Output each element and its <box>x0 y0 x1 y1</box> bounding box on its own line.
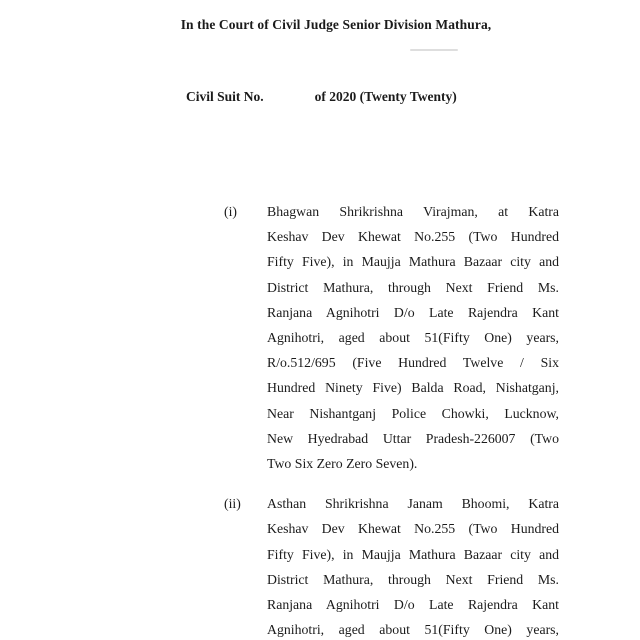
party-line: Near Nishantganj Police Chowki, Lucknow, <box>267 405 559 421</box>
party-line: Fifty Five), in Maujja Mathura Bazaar city and <box>267 546 559 562</box>
party-line: New Hyedrabad Uttar Pradesh-226007 (Two <box>267 430 559 446</box>
party-line: Keshav Dev Khewat No.255 (Two Hundred <box>267 229 559 245</box>
party-item-ii <box>224 491 559 640</box>
party-line: Hundred Ninety Five) Balda Road, Nishatganj, <box>267 380 559 396</box>
party-line: Agnihotri, aged about 51(Fifty One) years, <box>267 622 559 638</box>
party-line: Bhagwan Shrikrishna Virajman, at Katra <box>267 204 559 219</box>
suit-number-suffix: of 2020 (Twenty Twenty) <box>314 89 457 104</box>
scan-artifact-line <box>410 49 458 51</box>
party-line: Keshav Dev Khewat No.255 (Two Hundred <box>267 521 559 537</box>
party-line: Two Six Zero Zero Seven). <box>267 456 418 472</box>
party-line: Fifty Five), in Maujja Mathura Bazaar city and <box>267 254 559 270</box>
party-line: R/o.512/695 (Five Hundred Twelve / Six <box>267 355 559 371</box>
party-number: (ii) <box>224 496 241 512</box>
court-title: In the Court of Civil Judge Senior Division Mathura, <box>180 17 492 32</box>
suit-number-line <box>186 89 457 105</box>
party-item-i <box>224 199 559 476</box>
party-line: District Mathura, through Next Friend Ms. <box>267 571 559 587</box>
party-line: Asthan Shrikrishna Janam Bhoomi, Katra <box>267 496 559 512</box>
parties-list <box>224 199 559 640</box>
party-line: Ranjana Agnihotri D/o Late Rajendra Kant <box>267 597 559 613</box>
party-line: District Mathura, through Next Friend Ms. <box>267 279 559 295</box>
party-line: Agnihotri, aged about 51(Fifty One) years, <box>267 330 559 346</box>
party-number: (i) <box>224 204 238 219</box>
suit-number-prefix: Civil Suit No. <box>186 89 264 104</box>
party-text <box>267 199 559 476</box>
party-line: Ranjana Agnihotri D/o Late Rajendra Kant <box>267 304 559 320</box>
party-text <box>267 491 559 640</box>
